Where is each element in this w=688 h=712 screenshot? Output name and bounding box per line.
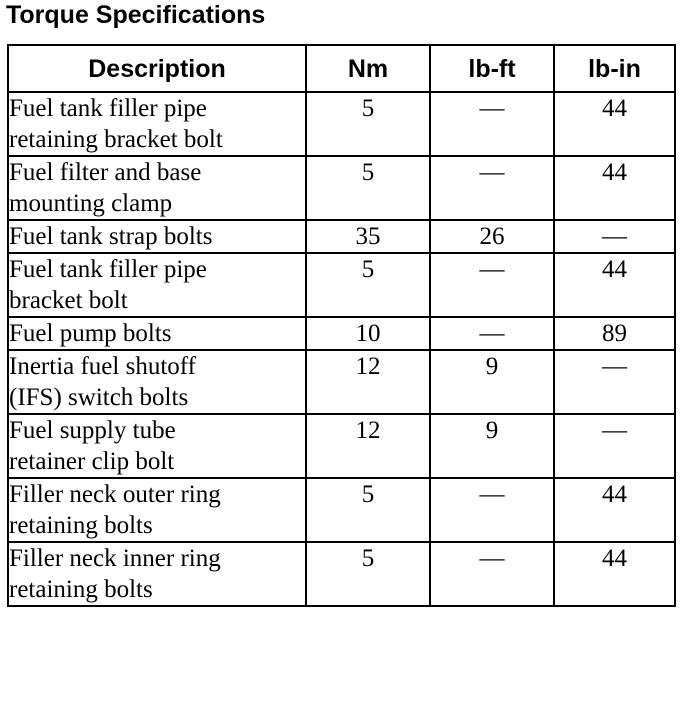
table-row [8,350,675,414]
lb-ft-cell: — [430,92,554,156]
table-row [8,220,675,253]
description-line-1: Fuel filter and base [9,159,202,186]
page-title: Torque Specifications [6,1,266,29]
nm-cell: 5 [306,156,430,220]
description-cell [8,350,306,414]
lb-in-cell: 44 [554,253,675,317]
table-header-row [8,45,675,92]
lb-ft-cell: — [430,253,554,317]
table-row [8,317,675,350]
description-line-2: retaining bolts [9,512,153,539]
description-cell [8,220,306,253]
header-nm: Nm [306,45,430,92]
lb-ft-cell: — [430,317,554,350]
nm-cell: 5 [306,253,430,317]
nm-cell: 5 [306,92,430,156]
lb-in-cell: — [554,220,675,253]
description-line-1: Fuel tank strap bolts [9,223,213,250]
description-line-2: (IFS) switch bolts [9,384,189,411]
lb-in-cell: 44 [554,542,675,606]
description-line-1: Filler neck outer ring [9,481,221,508]
table-row [8,92,675,156]
nm-cell: 12 [306,350,430,414]
description-line-2: mounting clamp [9,190,173,217]
description-line-1: Inertia fuel shutoff [9,353,196,380]
lb-ft-cell: 9 [430,414,554,478]
description-line-2: bracket bolt [9,287,128,314]
header-description: Description [8,45,306,92]
description-cell [8,92,306,156]
description-line-1: Fuel supply tube [9,417,176,444]
lb-in-cell: — [554,414,675,478]
lb-ft-cell: 26 [430,220,554,253]
lb-ft-cell: — [430,542,554,606]
description-cell [8,542,306,606]
description-line-1: Fuel tank filler pipe [9,256,207,283]
description-line-2: retaining bolts [9,576,153,603]
torque-spec-table [7,44,676,607]
description-cell [8,478,306,542]
lb-in-cell: 89 [554,317,675,350]
header-lb-ft: lb-ft [430,45,554,92]
table-row [8,478,675,542]
description-cell [8,253,306,317]
table-row [8,156,675,220]
header-lb-in: lb-in [554,45,675,92]
nm-cell: 12 [306,414,430,478]
description-line-1: Fuel pump bolts [9,320,172,347]
lb-in-cell: 44 [554,156,675,220]
lb-ft-cell: — [430,156,554,220]
description-line-1: Fuel tank filler pipe [9,95,207,122]
description-line-2: retaining bracket bolt [9,126,223,153]
nm-cell: 35 [306,220,430,253]
table-row [8,414,675,478]
lb-ft-cell: 9 [430,350,554,414]
lb-in-cell: — [554,350,675,414]
table-row [8,542,675,606]
table-row [8,253,675,317]
description-cell [8,317,306,350]
description-cell [8,414,306,478]
nm-cell: 10 [306,317,430,350]
description-line-2: retainer clip bolt [9,448,175,475]
description-cell [8,156,306,220]
nm-cell: 5 [306,542,430,606]
lb-in-cell: 44 [554,92,675,156]
description-line-1: Filler neck inner ring [9,545,221,572]
lb-ft-cell: — [430,478,554,542]
nm-cell: 5 [306,478,430,542]
lb-in-cell: 44 [554,478,675,542]
